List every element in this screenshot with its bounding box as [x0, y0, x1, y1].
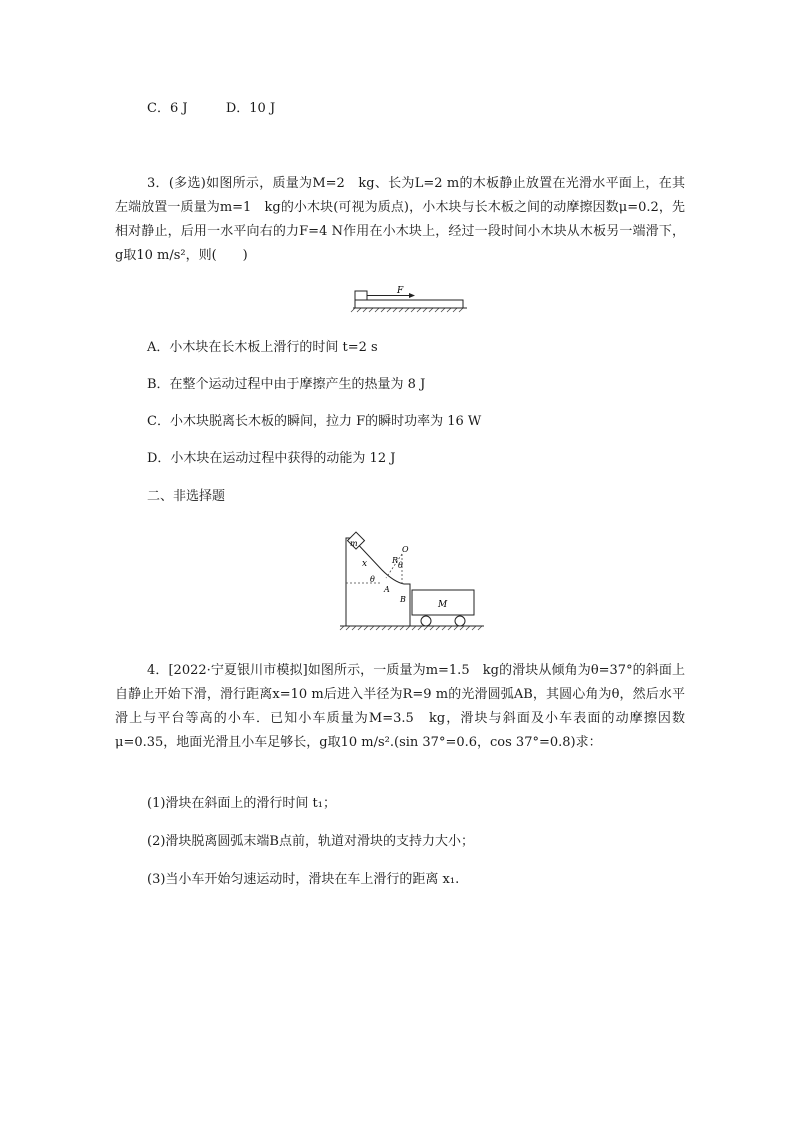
q4-figure-incline-arc-cart — [336, 530, 488, 636]
incline-platform — [346, 538, 410, 626]
label-cart-m: M — [438, 600, 448, 610]
label-m: m — [350, 539, 358, 548]
label-theta-right: θ — [398, 561, 403, 570]
label-x: x — [362, 559, 368, 569]
small-block — [355, 291, 367, 300]
force-label: F — [397, 286, 404, 296]
prev-option-c: C．6 J — [147, 101, 188, 116]
q4-part-1: (1)滑块在斜面上的滑行时间 t₁； — [147, 796, 336, 811]
cart-wheel-left — [421, 616, 431, 626]
q3-option-c: C．小木块脱离长木板的瞬间，拉力 F的瞬时功率为 16 W — [147, 414, 482, 429]
label-a: A — [384, 585, 390, 594]
q4-part-3: (3)当小车开始匀速运动时，滑块在车上滑行的距离 x₁. — [147, 872, 460, 887]
q4-part-2: (2)滑块脱离圆弧末端B点前，轨道对滑块的支持力大小； — [147, 834, 474, 849]
label-theta-left: θ — [370, 575, 375, 584]
q3-figure-block-on-board — [345, 283, 470, 313]
prev-option-d: D．10 J — [225, 101, 276, 116]
q3-stem: 3．(多选)如图所示，质量为M=2 kg、长为L=2 m的木板静止放置在光滑水平面上，在其左端放置一质量为m=1 kg的小木块(可视为质点)，小木块与长木板之间的动摩擦因数μ=0.2，先相对静止，后用一水平向右的力F=4 N作用在小木块上，经过一段时间小木块从木板另一端滑下，g取10 m/s²，则( ) — [115, 176, 685, 263]
q4-stem: 4．[2022·宁夏银川市模拟]如图所示，一质量为m=1.5 kg的滑块从倾角为θ=37°的斜面上自静止开始下滑，滑行距离x=10 m后进入半径为R=9 m的光滑圆弧AB，其圆心角为θ，然后水平滑上与平台等高的小车．已知小车质量为M=3.5 kg，滑块与斜面及小车表面的动摩擦因数μ=0.35，地面光滑且小车足够长，g取10 m/s².(sin 37°=0.6，cos 37°=0.8)求： — [115, 663, 685, 750]
q3-option-b: B．在整个运动过程中由于摩擦产生的热量为 8 J — [147, 377, 426, 392]
long-board — [355, 300, 463, 308]
section-heading: 二、非选择题 — [147, 489, 226, 504]
label-o: O — [402, 545, 409, 554]
label-b: B — [400, 595, 406, 604]
prev-options-row — [147, 101, 275, 117]
q3-option-d: D．小木块在运动过程中获得的动能为 12 J — [147, 451, 396, 466]
label-r: R — [392, 556, 399, 565]
q3-option-a: A．小木块在长木板上滑行的时间 t=2 s — [147, 340, 378, 355]
cart-wheel-right — [455, 616, 465, 626]
